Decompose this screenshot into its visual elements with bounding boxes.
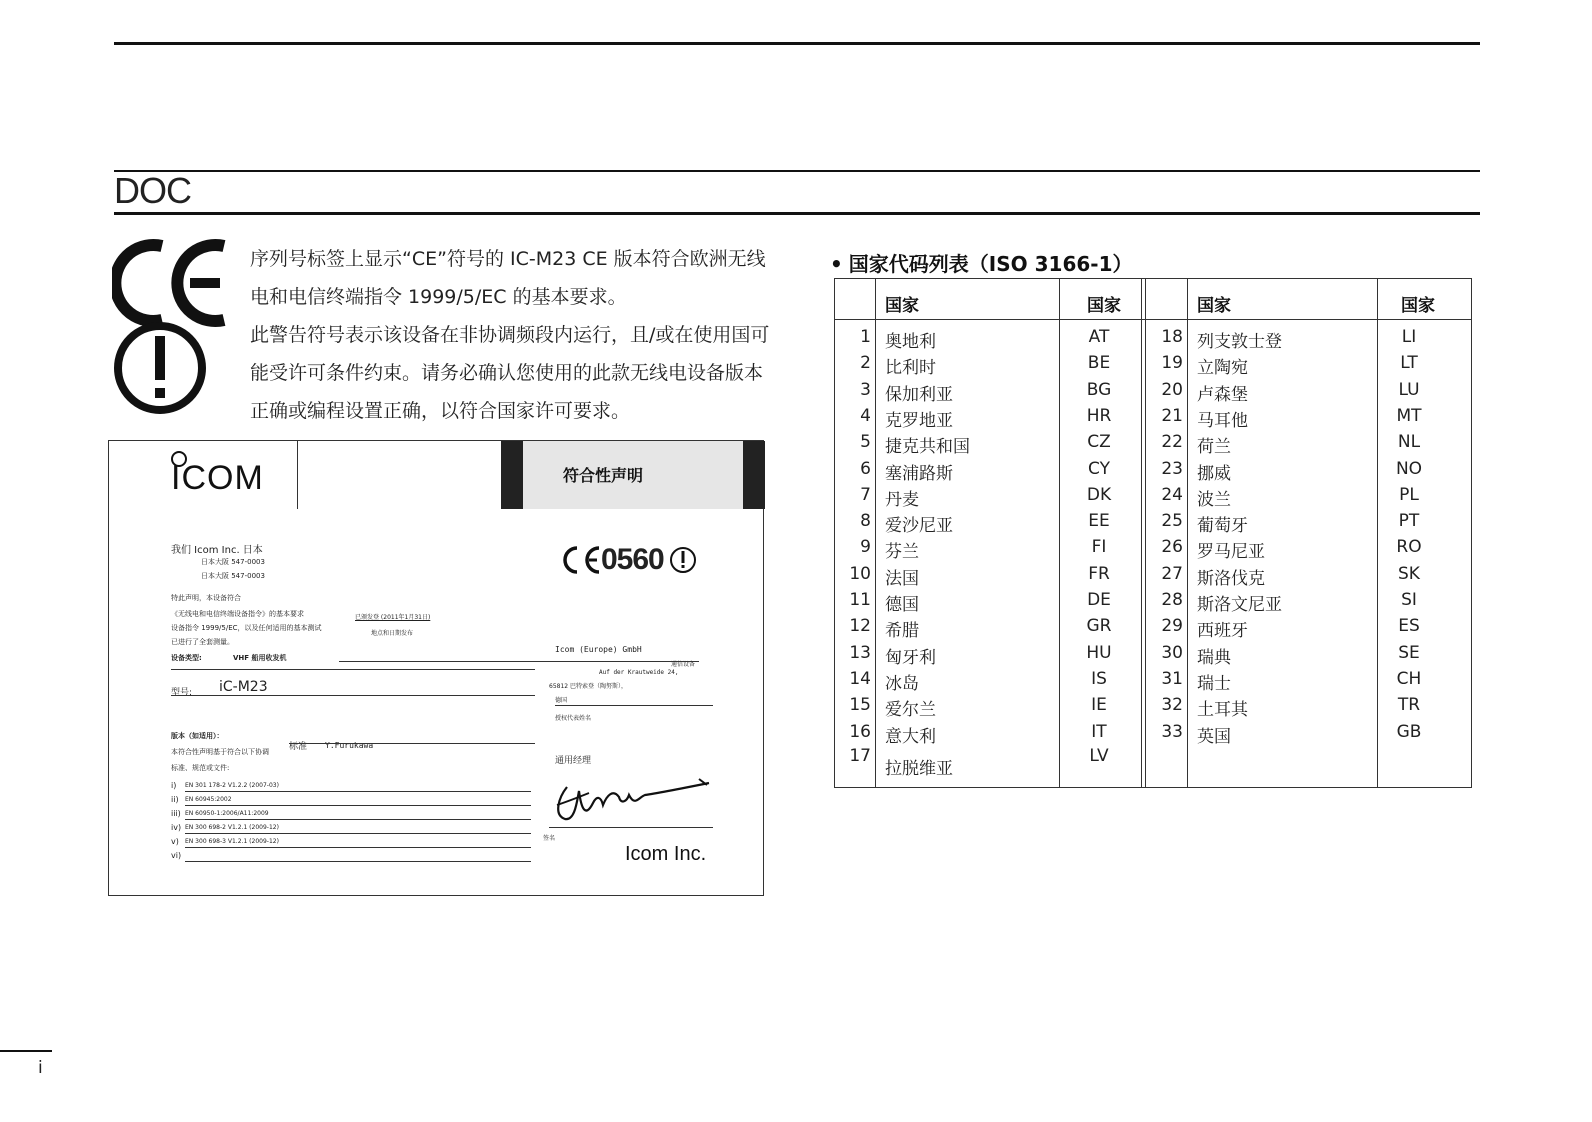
country-code: NL <box>1397 432 1421 453</box>
declaration-title: 符合性声明 <box>563 466 644 485</box>
country-name: 匈牙利 <box>885 647 936 668</box>
warning-small-icon <box>668 545 698 575</box>
country-number: 1 <box>860 327 871 347</box>
notified-body-number: 0560 <box>601 543 664 576</box>
country-number: 11 <box>849 590 871 610</box>
country-number: 12 <box>849 616 871 637</box>
col-divider <box>1145 279 1146 787</box>
country-codes-title: • 国家代码列表（ISO 3166-1） <box>830 252 1133 276</box>
country-number: 23 <box>1161 458 1183 479</box>
model-value: iC-M23 <box>219 679 268 695</box>
country-code: IE <box>1091 695 1107 716</box>
col-divider <box>1187 279 1188 787</box>
icom-logo: ICOM <box>171 459 264 498</box>
col-divider <box>1141 279 1142 787</box>
country-number: 14 <box>849 668 871 689</box>
country-code: NO <box>1395 458 1423 479</box>
country-name: 拉脱维亚 <box>885 758 953 779</box>
authorized-label: 授权代表姓名 <box>555 715 592 722</box>
basis-line-1: 本符合性声明基于符合以下协调 <box>171 748 269 756</box>
country-number: 17 <box>849 745 871 766</box>
country-name: 克罗地亚 <box>885 410 953 431</box>
country-name: 波兰 <box>1197 489 1231 510</box>
country-code: LT <box>1400 353 1418 374</box>
standard-index: iii) <box>171 809 181 818</box>
city: 65812 巴特索登（陶努斯）， <box>549 683 627 690</box>
equipment-underline <box>171 669 535 670</box>
country-name: 捷克共和国 <box>885 437 970 458</box>
country-number: 32 <box>1161 695 1183 716</box>
address-line-1: 日本大阪 547-0003 <box>201 558 265 566</box>
country-name: 卢森堡 <box>1197 384 1248 405</box>
europe-company: Icom (Europe) GmbH <box>555 645 642 654</box>
country-name: 葡萄牙 <box>1197 516 1248 537</box>
country-code: LI <box>1401 327 1417 347</box>
country-name: 罗马尼亚 <box>1197 542 1265 563</box>
country-code: PL <box>1399 484 1419 505</box>
country-name: 英国 <box>1197 726 1231 747</box>
country-code: HR <box>1086 405 1112 426</box>
standard-index: vi) <box>171 851 182 860</box>
country-number: 19 <box>1161 353 1183 374</box>
country-code: AT <box>1088 327 1110 347</box>
country-name: 瑞典 <box>1197 647 1231 668</box>
country-number: 24 <box>1161 484 1183 505</box>
country-name: 保加利亚 <box>885 384 953 405</box>
country-code: RO <box>1396 537 1422 558</box>
col-divider <box>1059 279 1060 787</box>
country-code: SI <box>1401 590 1417 610</box>
country-name: 西班牙 <box>1197 621 1248 642</box>
company-signature: Icom Inc. <box>625 843 707 865</box>
standard-underline <box>185 833 531 834</box>
country-code: EE <box>1088 511 1110 532</box>
intro-text <box>250 240 770 430</box>
standard-index: ii) <box>171 795 179 804</box>
country-name: 奥地利 <box>885 332 936 352</box>
basis-line-2: 标准、规范或文件: <box>171 764 230 772</box>
country-underline <box>555 705 713 706</box>
header-divider <box>835 319 1471 320</box>
country-number: 15 <box>849 695 871 716</box>
directive-line-3: 已进行了全套测量。 <box>171 638 234 646</box>
street: Auf der Krautweide 24, <box>599 669 679 676</box>
country-name: 列支敦士登 <box>1197 332 1282 352</box>
country-name: 爱沙尼亚 <box>885 516 953 537</box>
country-name: 土耳其 <box>1197 700 1248 721</box>
directive-line-1: 《无线电和电信终端设备指令》的基本要求 <box>171 610 304 618</box>
company-line: 我们 Icom Inc. 日本 <box>171 545 263 556</box>
country-number: 10 <box>849 563 871 584</box>
country-codes-table <box>834 278 1472 788</box>
country-code: FI <box>1091 537 1107 558</box>
country-name: 冰岛 <box>885 673 919 694</box>
version-underline <box>289 743 535 744</box>
country-name: 爱尔兰 <box>885 700 936 721</box>
top-rule <box>114 42 1480 45</box>
country-number: 26 <box>1161 537 1183 558</box>
ce-mark-icon <box>112 238 232 328</box>
section-title: DOC <box>114 170 191 211</box>
country-number: 8 <box>860 511 871 532</box>
signature <box>549 767 719 827</box>
equipment-value: VHF 船用收发机 <box>233 654 287 662</box>
standard-index: i) <box>171 781 177 790</box>
standard-underline <box>185 791 531 792</box>
country-number: 30 <box>1161 642 1183 663</box>
footer-rule <box>0 1050 52 1052</box>
standard-underline <box>185 861 531 862</box>
country-number: 28 <box>1161 590 1183 610</box>
country-code: SK <box>1398 563 1420 584</box>
declaration-of-conformity <box>108 440 764 896</box>
country-name: 挪威 <box>1197 463 1231 484</box>
signature-label: 签名 <box>543 835 556 842</box>
standard-text: EN 60950-1:2006/A11:2009 <box>185 810 269 817</box>
country-name: 法国 <box>885 568 919 589</box>
country-code: ES <box>1398 616 1420 637</box>
country-number: 2 <box>860 353 871 374</box>
declare-intro: 特此声明，本设备符合 <box>171 594 241 602</box>
warning-description: 此警告符号表示该设备在非协调频段内运行，且/或在使用国可能受许可条件约束。请务必确认您使用的此款无线电设备版本正确或编程设置正确，以符合国家许可要求。 <box>250 324 770 422</box>
col-divider <box>1377 279 1378 787</box>
country-name: 马耳他 <box>1197 410 1248 431</box>
country-number: 22 <box>1161 432 1183 453</box>
country-code: FR <box>1088 563 1110 584</box>
country-name: 立陶宛 <box>1197 358 1248 379</box>
country-number: 21 <box>1161 405 1183 426</box>
country-code: LU <box>1398 379 1420 400</box>
country-code: IS <box>1091 668 1107 689</box>
signature-underline <box>549 827 713 828</box>
ce-number-mark <box>561 543 698 577</box>
country-number: 13 <box>849 642 871 663</box>
country-number: 6 <box>860 458 871 479</box>
country-code: DE <box>1087 590 1111 610</box>
country-number: 18 <box>1161 327 1183 347</box>
country-number: 7 <box>860 484 871 505</box>
header-code-right: 国家 <box>1401 296 1435 316</box>
warning-icon <box>112 318 208 418</box>
country-name: 丹麦 <box>885 489 919 510</box>
country-name: 希腊 <box>885 621 919 642</box>
standard-underline <box>185 819 531 820</box>
standard-index: v) <box>171 837 179 846</box>
country-code: PT <box>1398 511 1420 532</box>
ce-small-icon <box>561 545 603 575</box>
country-name: 意大利 <box>885 726 936 747</box>
country-number: 29 <box>1161 616 1183 637</box>
country-name: 塞浦路斯 <box>885 463 953 484</box>
country-name: 荷兰 <box>1197 437 1231 458</box>
country-number: 9 <box>860 537 871 558</box>
country-code: IT <box>1091 721 1107 742</box>
standard-index: iv) <box>171 823 182 832</box>
country-code: DK <box>1086 484 1112 505</box>
country-name: 瑞士 <box>1197 673 1231 694</box>
country-code: CY <box>1088 458 1110 479</box>
country-number: 25 <box>1161 511 1183 532</box>
standard-underline <box>185 847 531 848</box>
country-code: BE <box>1087 353 1111 374</box>
europe-underline <box>339 661 699 662</box>
country-number: 20 <box>1161 379 1183 400</box>
address-line-2: 日本大阪 547-0003 <box>201 572 265 580</box>
country-number: 27 <box>1161 563 1183 584</box>
country-number: 4 <box>860 405 871 426</box>
standard-text: EN 300 698-3 V1.2.1 (2009-12) <box>185 838 279 845</box>
title-rule-top <box>114 170 1480 172</box>
country-number: 3 <box>860 379 871 400</box>
country-number: 16 <box>849 721 871 742</box>
standard-underline <box>185 805 531 806</box>
country-name: 斯洛伐克 <box>1197 568 1265 589</box>
country-number: 33 <box>1161 721 1183 742</box>
header-country-right: 国家 <box>1197 296 1231 316</box>
country-code: LV <box>1089 745 1109 766</box>
country-code: HU <box>1086 642 1112 663</box>
country-name: 芬兰 <box>885 542 919 563</box>
standard-word: 标准 <box>289 742 308 752</box>
country-name: 比利时 <box>885 358 936 379</box>
country-name: 斯洛文尼亚 <box>1197 595 1282 615</box>
signer-name: Y.Furukawa <box>325 741 374 750</box>
standard-text: EN 301 178-2 V1.2.2 (2007-03) <box>185 782 279 789</box>
model-label: 型号: <box>171 688 193 698</box>
model-underline <box>171 695 535 696</box>
country-code: TR <box>1397 695 1421 716</box>
country-code: CZ <box>1087 432 1111 453</box>
country-code: GR <box>1086 616 1112 637</box>
country-name: 德国 <box>885 595 919 615</box>
page-number: i <box>38 1058 43 1078</box>
issued-place: 已颁发登 (2011年1月31日) <box>355 614 431 621</box>
standard-text: EN 300 698-2 V1.2.1 (2009-12) <box>185 824 279 831</box>
country-code: BG <box>1086 379 1112 400</box>
ce-description: 序列号标签上显示“CE”符号的 IC-M23 CE 版本符合欧洲无线电和电信终端指令 1999/5/EC 的基本要求。 <box>250 248 766 308</box>
country-code: MT <box>1396 405 1422 426</box>
version-label: 版本（如适用）： <box>171 732 224 740</box>
country-number: 5 <box>860 432 871 453</box>
place-date-label: 地点和日期发布 <box>371 630 414 637</box>
standard-text: EN 60945:2002 <box>185 796 232 803</box>
country-code: CH <box>1396 668 1422 689</box>
gm-label: 通用经理 <box>555 756 592 766</box>
country-code: SE <box>1398 642 1420 663</box>
logo-cell <box>109 441 298 509</box>
country-code: GB <box>1396 721 1422 742</box>
header-code-left: 国家 <box>1087 296 1121 316</box>
comm-equipment: 通信设备 <box>671 661 696 668</box>
directive-line-2: 设备指令 1999/5/EC，以及任何适用的基本测试 <box>171 624 322 632</box>
title-rule-bottom <box>114 212 1480 215</box>
col-divider <box>875 279 876 787</box>
country-number: 31 <box>1161 668 1183 689</box>
header-country-left: 国家 <box>885 296 919 316</box>
equipment-label: 设备类型: <box>171 654 202 662</box>
country: 德国 <box>555 697 568 704</box>
